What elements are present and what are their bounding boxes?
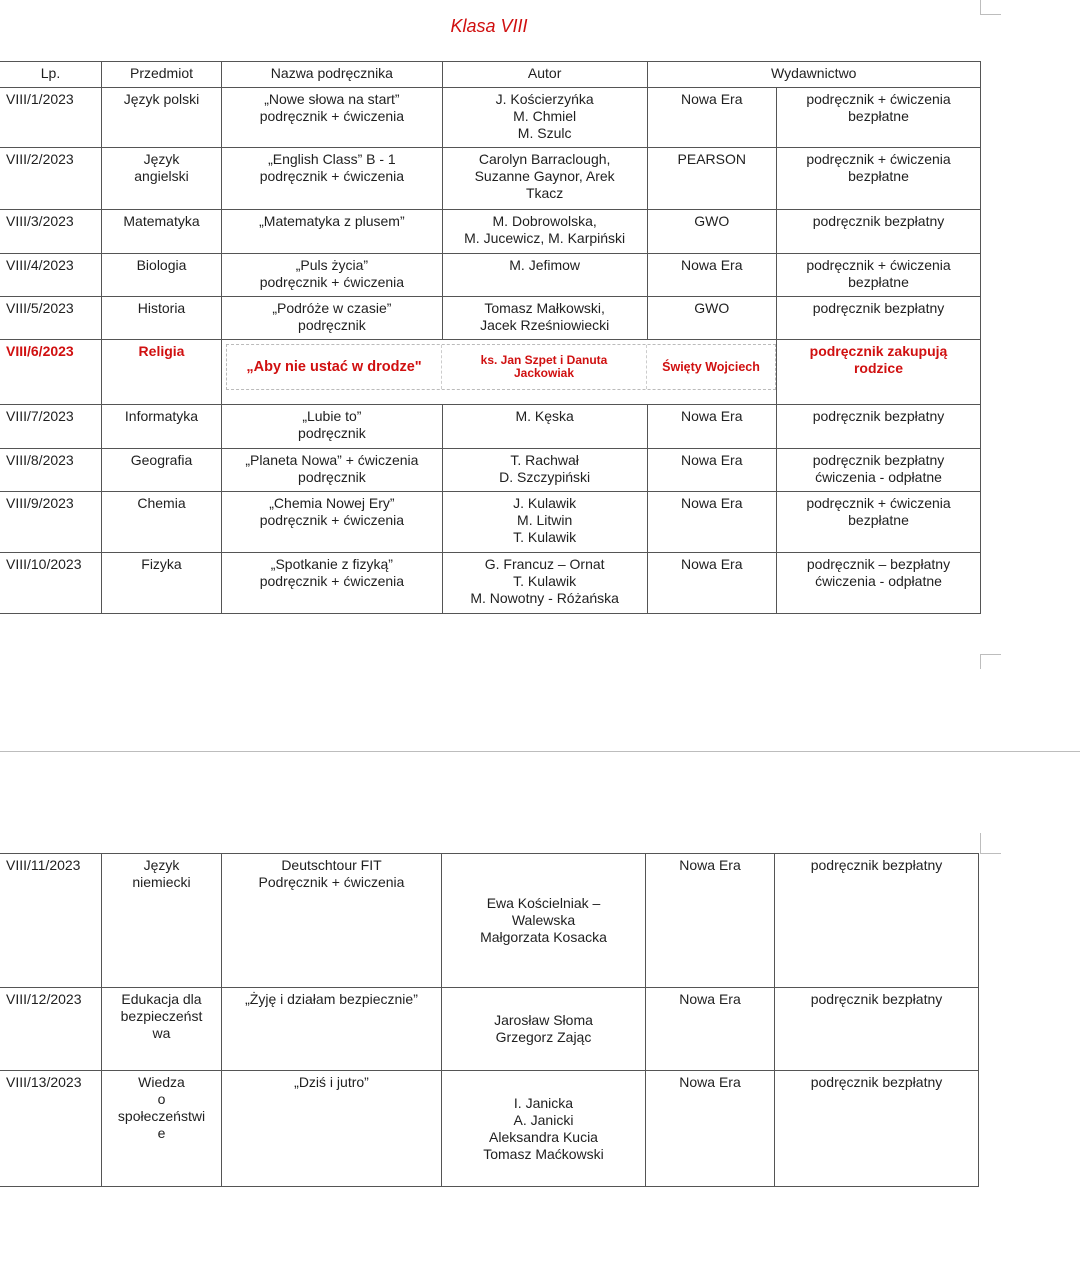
cell-publisher: Nowa Era [647, 449, 776, 492]
cell-text-line: Ewa Kościelniak – [486, 895, 601, 911]
page-break-divider [0, 751, 1080, 752]
table-row [0, 148, 981, 210]
cell-text-line: bezpieczeńst [120, 1008, 203, 1024]
cell-lp: VIII/10/2023 [0, 553, 102, 614]
cell-text-line: Podręcznik + ćwiczenia [258, 874, 405, 890]
cell-text-line: Aleksandra Kucia [489, 1128, 598, 1145]
cell-publisher: Nowa Era [646, 854, 775, 988]
cell-text-line: Małgorzata Kosacka [480, 929, 607, 945]
cell-text-line: podręcznik bezpłatny [810, 991, 943, 1007]
cell-subject [102, 88, 222, 148]
cell-text-line: Walewska [511, 912, 576, 928]
cell-publisher: Nowa Era [647, 492, 776, 553]
cell-text-line: podręcznik – bezpłatny [806, 556, 951, 572]
cell-subject [102, 553, 222, 614]
cell-text-line: Jarosław Słoma [494, 1012, 593, 1028]
cell-note [777, 553, 981, 614]
cell-author [442, 210, 647, 254]
cell-note [777, 254, 981, 297]
table-row [0, 449, 981, 492]
cell-author [442, 1071, 646, 1187]
cell-text-line: Carolyn Barraclough, [478, 151, 611, 167]
cell-book [222, 492, 443, 553]
cell-text-line: podręcznik + ćwiczenia [806, 495, 951, 511]
cell-text-line: o [157, 1091, 166, 1107]
cell-text-line: A. Janicki [513, 1111, 574, 1128]
cell-lp: VIII/1/2023 [0, 88, 102, 148]
cell-book [227, 345, 442, 389]
cell-text-line: podręcznik bezpłatny [812, 408, 945, 424]
cell-text-line: M. Jucewicz, M. Karpiński [464, 230, 626, 246]
header-subject: Przedmiot [102, 62, 222, 88]
cell-note [777, 148, 981, 210]
cell-author [442, 148, 647, 210]
cell-publisher: Nowa Era [647, 254, 776, 297]
cell-text-line: I. Janicka [513, 1094, 574, 1111]
cell-book [222, 854, 442, 988]
cell-text-line: bezpłatne [848, 108, 909, 124]
textbook-table-continued [0, 853, 979, 1187]
cell-book [222, 254, 443, 297]
cell-book [222, 297, 443, 340]
cell-text-line: T. Kulawik [513, 573, 577, 589]
cell-text-line: podręcznik bezpłatny [812, 452, 945, 468]
cell-lp: VIII/4/2023 [0, 254, 102, 297]
cell-text-line: bezpłatne [848, 168, 909, 184]
cell-text-line: podręcznik + ćwiczenia [259, 108, 405, 124]
cell-note [777, 492, 981, 553]
cell-text-line: podręcznik [298, 469, 366, 485]
cell-text-line: M. Litwin [517, 512, 573, 528]
table-row [0, 340, 981, 405]
cell-lp: VIII/8/2023 [0, 449, 102, 492]
header-author: Autor [442, 62, 647, 88]
cell-text-line: „Żyję i działam bezpiecznie” [245, 991, 418, 1007]
cell-publisher: Nowa Era [646, 1071, 775, 1187]
cell-text-line: podręcznik + ćwiczenia [259, 168, 405, 184]
cell-subject [102, 988, 222, 1071]
cell-author [442, 553, 647, 614]
cell-note [777, 449, 981, 492]
cell-subject [102, 297, 222, 340]
cell-book [222, 1071, 442, 1187]
cell-author [442, 88, 647, 148]
cell-text-line: Chemia [137, 495, 186, 511]
cell-note [777, 340, 981, 405]
table-row [0, 254, 981, 297]
cell-book [222, 210, 443, 254]
cell-text-line: ćwiczenia - odpłatne [815, 469, 942, 485]
table-row [0, 854, 979, 988]
cell-text-line: „Aby nie ustać w drodze" [246, 359, 422, 375]
cell-text-line: podręcznik bezpłatny [812, 300, 945, 316]
cell-text-line: „Lubie to” [302, 408, 362, 424]
cell-text-line: J. Kulawik [513, 495, 577, 511]
cell-text-line: „Planeta Nowa” + ćwiczenia [245, 452, 419, 468]
cell-publisher: Nowa Era [647, 553, 776, 614]
cell-text-line: Biologia [136, 257, 187, 273]
cell-lp: VIII/9/2023 [0, 492, 102, 553]
cell-author [442, 405, 647, 449]
cell-text-line: bezpłatne [848, 512, 909, 528]
cell-text-line: Fizyka [141, 556, 182, 572]
cell-note [775, 988, 979, 1071]
table-row [0, 988, 979, 1071]
cell-text-line: Matematyka [123, 213, 200, 229]
page-corner-mark [980, 833, 1001, 854]
cell-note [777, 405, 981, 449]
cell-text-line: społeczeństwi [117, 1108, 206, 1124]
cell-text-line: T. Kulawik [513, 529, 577, 545]
cell-text-line: Deutschtour FIT [281, 857, 382, 873]
cell-text-line: D. Szczypiński [499, 469, 591, 485]
cell-text-line: podręcznik bezpłatny [812, 213, 945, 229]
cell-subject [102, 492, 222, 553]
cell-text-line: „Dziś i jutro” [294, 1074, 369, 1090]
cell-text-line: podręcznik + ćwiczenia [806, 91, 951, 107]
cell-text-line: „Matematyka z plusem” [259, 213, 405, 229]
cell-text-line: podręcznik bezpłatny [810, 857, 943, 873]
cell-publisher: GWO [647, 297, 776, 340]
religion-text-box [226, 344, 776, 390]
cell-text-line: angielski [134, 168, 189, 184]
cell-text-line: Informatyka [124, 408, 199, 424]
cell-subject [102, 405, 222, 449]
cell-text-line: Tomasz Maćkowski [483, 1145, 604, 1162]
cell-note [777, 210, 981, 254]
cell-text-line: Religia [138, 343, 185, 359]
cell-text-line: Historia [137, 300, 186, 316]
cell-text-line: Język [143, 151, 180, 167]
cell-text-line: niemiecki [132, 874, 191, 890]
cell-text-line: podręcznik + ćwiczenia [259, 573, 405, 589]
page-corner-mark [980, 0, 1001, 15]
cell-text-line: Jacek Rześniowiecki [480, 317, 610, 333]
cell-author [442, 254, 647, 297]
cell-author [442, 492, 647, 553]
table-row [0, 1071, 979, 1187]
cell-note [777, 88, 981, 148]
cell-text-line: Edukacja dla [121, 991, 202, 1007]
cell-text-line: podręcznik + ćwiczenia [259, 512, 405, 528]
page-corner-mark [980, 654, 1001, 669]
header-lp: Lp. [0, 62, 102, 88]
page-title: Klasa VIII [450, 16, 528, 36]
cell-text-line: Geografia [130, 452, 193, 468]
cell-text-line: „Podróże w czasie” [272, 300, 392, 316]
table-row [0, 297, 981, 340]
cell-book [222, 405, 443, 449]
cell-text-line: Jackowiak [513, 366, 575, 380]
table-row [0, 210, 981, 254]
cell-text-line: M. Dobrowolska, [492, 213, 597, 229]
cell-text-line: M. Nowotny - Różańska [470, 590, 619, 606]
cell-text-line: „Puls życia” [295, 257, 369, 273]
cell-author [442, 345, 647, 389]
cell-text-line: „Spotkanie z fizyką” [270, 556, 393, 572]
cell-lp: VIII/6/2023 [0, 340, 102, 405]
cell-text-line: e [157, 1125, 166, 1141]
cell-publisher: GWO [647, 210, 776, 254]
cell-subject [102, 340, 222, 405]
cell-text-line: M. Jefimow [509, 257, 581, 273]
cell-text-line: J. Kościerzyńka [495, 91, 594, 107]
cell-lp: VIII/2/2023 [0, 148, 102, 210]
cell-publisher: Nowa Era [647, 88, 776, 148]
cell-book [222, 88, 443, 148]
cell-lp: VIII/12/2023 [0, 988, 102, 1071]
cell-book [222, 553, 443, 614]
cell-book [222, 449, 443, 492]
cell-subject [102, 210, 222, 254]
cell-author [442, 297, 647, 340]
cell-lp: VIII/13/2023 [0, 1071, 102, 1187]
table-header-row [0, 62, 981, 88]
cell-lp: VIII/11/2023 [0, 854, 102, 988]
cell-text-line: Język [143, 857, 180, 873]
cell-publisher: Nowa Era [647, 405, 776, 449]
cell-text-line: podręcznik zakupują [809, 343, 948, 359]
table-row [0, 553, 981, 614]
cell-book-author-publisher [222, 340, 777, 405]
cell-text-line: podręcznik [298, 425, 366, 441]
cell-text-line: podręcznik bezpłatny [810, 1074, 943, 1090]
cell-text-line: podręcznik + ćwiczenia [806, 151, 951, 167]
cell-subject [102, 254, 222, 297]
cell-author [442, 449, 647, 492]
cell-text-line: Tkacz [525, 185, 564, 201]
cell-text-line: Suzanne Gaynor, Arek [474, 168, 615, 184]
cell-text-line: T. Rachwał [510, 452, 579, 468]
cell-book [222, 148, 443, 210]
cell-text-line: ks. Jan Szpet i Danuta [480, 353, 608, 367]
cell-text-line: Język polski [123, 91, 200, 107]
cell-text-line: „Nowe słowa na start” [264, 91, 400, 107]
cell-text-line: ćwiczenia - odpłatne [815, 573, 942, 589]
table-row [0, 405, 981, 449]
cell-book [222, 988, 442, 1071]
cell-text-line: G. Francuz – Ornat [484, 556, 605, 572]
cell-subject [102, 1071, 222, 1187]
cell-text-line: „English Class” B - 1 [268, 151, 396, 167]
table-row [0, 492, 981, 553]
cell-subject [102, 148, 222, 210]
cell-text-line: Wiedza [138, 1074, 185, 1090]
cell-publisher: Nowa Era [646, 988, 775, 1071]
cell-lp: VIII/7/2023 [0, 405, 102, 449]
cell-publisher: PEARSON [647, 148, 776, 210]
header-book: Nazwa podręcznika [222, 62, 443, 88]
cell-text-line: M. Chmiel [513, 108, 577, 124]
cell-lp: VIII/3/2023 [0, 210, 102, 254]
table-row [0, 88, 981, 148]
cell-text-line: bezpłatne [848, 274, 909, 290]
cell-subject [102, 449, 222, 492]
cell-note [775, 1071, 979, 1187]
cell-note [775, 854, 979, 988]
cell-text-line: rodzice [853, 360, 903, 376]
cell-author [442, 988, 646, 1071]
cell-text-line: Grzegorz Zając [495, 1029, 592, 1045]
cell-author [442, 854, 646, 988]
cell-text-line: M. Szulc [517, 125, 572, 141]
cell-text-line: wa [152, 1025, 171, 1041]
cell-lp: VIII/5/2023 [0, 297, 102, 340]
cell-publisher: Święty Wojciech [662, 360, 760, 374]
textbook-table [0, 61, 981, 614]
cell-note [777, 297, 981, 340]
cell-text-line: podręcznik [298, 317, 366, 333]
cell-text-line: M. Kęska [515, 408, 574, 424]
cell-text-line: podręcznik + ćwiczenia [259, 274, 405, 290]
cell-subject [102, 854, 222, 988]
cell-text-line: Tomasz Małkowski, [484, 300, 605, 316]
header-publisher: Wydawnictwo [647, 62, 980, 88]
cell-text-line: „Chemia Nowej Ery” [269, 495, 395, 511]
cell-text-line: podręcznik + ćwiczenia [806, 257, 951, 273]
